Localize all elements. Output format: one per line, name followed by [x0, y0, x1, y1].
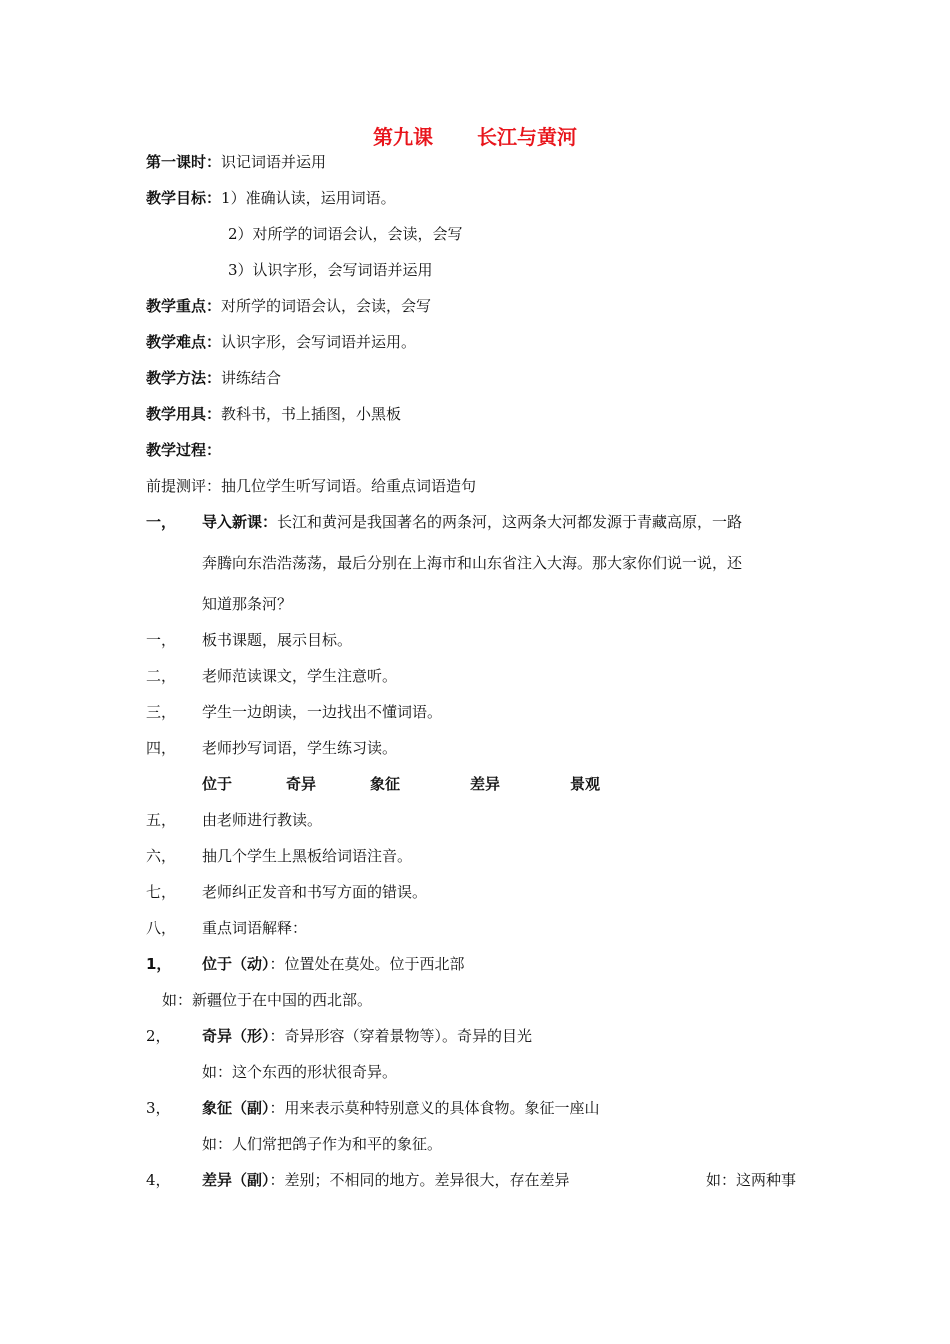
step-text: 老师抄写词语，学生练习读。 [202, 739, 398, 757]
teaching-goal-2: 2）对所学的词语会认，会读，会写 [228, 225, 463, 243]
lesson-name: 长江与黄河 [477, 125, 577, 149]
vocab-word: 奇异 [286, 775, 317, 793]
step-text: 抽几个学生上黑板给词语注音。 [202, 847, 413, 865]
definition-line: 差异（副）：差别；不相同的地方。差异很大，存在差异 [202, 1171, 570, 1189]
lesson-period: 第一课时：识记词语并运用 [146, 153, 327, 171]
vocab-word: 象征 [370, 775, 401, 793]
vocab-word: 差异 [470, 775, 501, 793]
vocab-word: 景观 [570, 775, 601, 793]
step-number: 六， [146, 847, 177, 865]
vocab-word: 位于 [202, 775, 233, 793]
lesson-number: 第九课 [373, 125, 433, 149]
definition-example: 如：这两种事 [706, 1171, 797, 1189]
definition-number: 4， [146, 1171, 171, 1189]
definition-number: 1， [146, 955, 172, 973]
teaching-method: 教学方法：讲练结合 [146, 369, 282, 387]
teaching-difficulty: 教学难点：认识字形，会写词语并运用。 [146, 333, 417, 351]
step-number: 一， [146, 631, 177, 649]
step-text: 学生一边朗读，一边找出不懂词语。 [202, 703, 443, 721]
step-text: 老师纠正发音和书写方面的错误。 [202, 883, 428, 901]
lesson-title [0, 124, 950, 150]
definition-line: 象征（副）：用来表示莫种特别意义的具体食物。象征一座山 [202, 1099, 600, 1117]
step-number: 七， [146, 883, 177, 901]
teaching-tools: 教学用具：教科书，书上插图，小黑板 [146, 405, 402, 423]
step-number: 四， [146, 739, 177, 757]
definition-number: 3， [146, 1099, 171, 1117]
step-text: 重点词语解释： [202, 919, 308, 937]
teaching-goal-3: 3）认识字形，会写词语并运用 [228, 261, 433, 279]
step-number: 二， [146, 667, 177, 685]
intro-line-2: 奔腾向东浩浩荡荡，最后分别在上海市和山东省注入大海。那大家你们说一说，还 [202, 554, 743, 572]
step-text: 板书课题，展示目标。 [202, 631, 353, 649]
definition-example: 如：这个东西的形状很奇异。 [202, 1063, 398, 1081]
definition-line: 位于（动）：位置处在莫处。位于西北部 [202, 955, 465, 973]
intro-number: 一， [146, 513, 177, 531]
step-number: 三， [146, 703, 177, 721]
teaching-focus: 教学重点：对所学的词语会认，会读，会写 [146, 297, 432, 315]
step-number: 五， [146, 811, 177, 829]
definition-number: 2， [146, 1027, 171, 1045]
definition-line: 奇异（形）：奇异形容（穿着景物等）。奇异的目光 [202, 1027, 533, 1045]
pretest-line: 前提测评：抽几位学生听写词语。给重点词语造句 [146, 477, 477, 495]
teaching-goals: 教学目标：1）准确认读，运用词语。 [146, 189, 396, 207]
intro-line-3: 知道那条河？ [202, 595, 293, 613]
definition-example: 如：新疆位于在中国的西北部。 [162, 991, 373, 1009]
process-heading: 教学过程： [146, 441, 222, 459]
definition-example: 如：人们常把鸽子作为和平的象征。 [202, 1135, 443, 1153]
step-number: 八， [146, 919, 177, 937]
step-text: 由老师进行教读。 [202, 811, 323, 829]
step-text: 老师范读课文，学生注意听。 [202, 667, 398, 685]
intro-line-1: 导入新课：长江和黄河是我国著名的两条河，这两条大河都发源于青藏高原，一路 [202, 513, 743, 531]
